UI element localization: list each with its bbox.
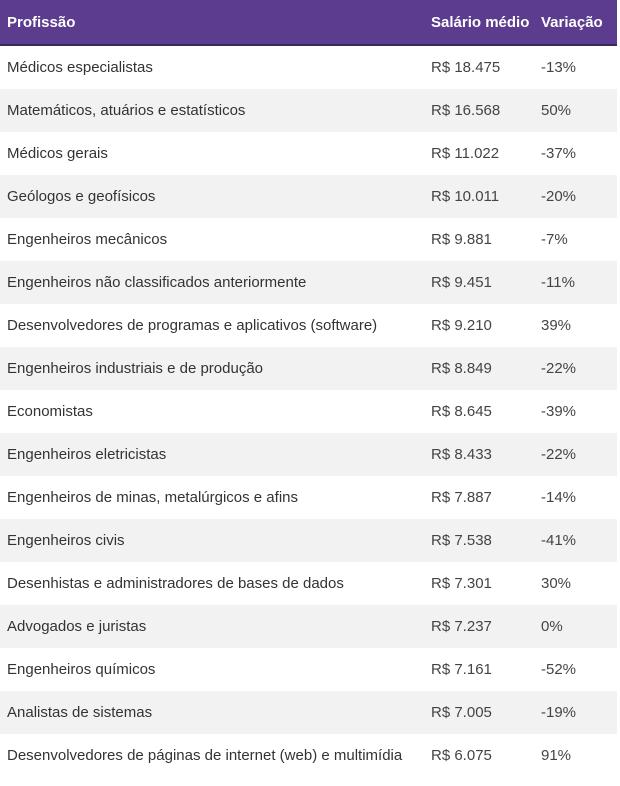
cell-salary: R$ 7.887	[431, 489, 492, 506]
cell-variation: -41%	[541, 532, 577, 549]
cell-profession: Desenhistas e administradores de bases de dados	[7, 575, 344, 592]
cell-profession: Engenheiros mecânicos	[7, 231, 168, 248]
cell-salary: R$ 8.849	[431, 360, 492, 377]
table-row	[0, 261, 617, 304]
cell-variation: -11%	[541, 274, 575, 291]
cell-profession: Engenheiros eletricistas	[7, 446, 167, 463]
table-row	[0, 175, 617, 218]
cell-salary: R$ 7.005	[431, 704, 492, 721]
table-row	[0, 562, 617, 605]
table-row	[0, 132, 617, 175]
cell-profession: Engenheiros químicos	[7, 661, 156, 678]
table-row	[0, 390, 617, 433]
cell-variation: -22%	[541, 446, 577, 463]
table-row	[0, 648, 617, 691]
cell-profession: Economistas	[7, 403, 93, 420]
cell-salary: R$ 7.538	[431, 532, 492, 549]
table-row	[0, 218, 617, 261]
cell-variation: -14%	[541, 489, 577, 506]
cell-variation: -39%	[541, 403, 577, 420]
table-header	[0, 0, 617, 45]
header-variation: Variação	[541, 13, 603, 31]
table-row	[0, 605, 617, 648]
table-row	[0, 734, 617, 777]
table-row	[0, 89, 617, 132]
cell-salary: R$ 18.475	[431, 59, 501, 76]
cell-variation: -37%	[541, 145, 577, 162]
cell-variation: 30%	[541, 575, 572, 592]
cell-profession: Desenvolvedores de páginas de internet (web) e multimídia	[7, 747, 403, 764]
cell-variation: 0%	[541, 618, 563, 635]
cell-salary: R$ 8.433	[431, 446, 492, 463]
cell-variation: -7%	[541, 231, 568, 248]
cell-variation: -52%	[541, 661, 577, 678]
cell-profession: Engenheiros industriais e de produção	[7, 360, 264, 377]
cell-profession: Analistas de sistemas	[7, 704, 153, 721]
cell-salary: R$ 9.881	[431, 231, 492, 248]
header-row	[0, 0, 617, 45]
cell-profession: Engenheiros de minas, metalúrgicos e afins	[7, 489, 298, 506]
cell-salary: R$ 7.237	[431, 618, 492, 635]
cell-profession: Geólogos e geofísicos	[7, 188, 156, 205]
cell-variation: -22%	[541, 360, 577, 377]
table-row	[0, 45, 617, 89]
cell-profession: Médicos especialistas	[7, 59, 153, 76]
header-profession: Profissão	[7, 13, 76, 31]
cell-salary: R$ 8.645	[431, 403, 492, 420]
cell-variation: 91%	[541, 747, 572, 764]
cell-salary: R$ 7.301	[431, 575, 492, 592]
cell-variation: -13%	[541, 59, 577, 76]
table-body	[0, 45, 617, 777]
table-row	[0, 519, 617, 562]
cell-salary: R$ 6.075	[431, 747, 492, 764]
cell-salary: R$ 16.568	[431, 102, 501, 119]
cell-salary: R$ 7.161	[431, 661, 492, 678]
table-row	[0, 476, 617, 519]
cell-profession: Matemáticos, atuários e estatísticos	[7, 102, 246, 119]
cell-profession: Advogados e juristas	[7, 618, 147, 635]
table-row	[0, 433, 617, 476]
cell-salary: R$ 9.451	[431, 274, 492, 291]
cell-variation: -20%	[541, 188, 577, 205]
table-row	[0, 691, 617, 734]
cell-variation: 39%	[541, 317, 572, 334]
cell-variation: 50%	[541, 102, 572, 119]
cell-profession: Engenheiros civis	[7, 532, 125, 549]
header-salary: Salário médio	[431, 13, 530, 31]
cell-profession: Engenheiros não classificados anteriormente	[7, 274, 307, 291]
cell-salary: R$ 10.011	[431, 188, 500, 205]
table-row	[0, 347, 617, 390]
cell-salary: R$ 11.022	[431, 145, 500, 162]
cell-salary: R$ 9.210	[431, 317, 492, 334]
cell-profession: Desenvolvedores de programas e aplicativos (software)	[7, 317, 378, 334]
cell-variation: -19%	[541, 704, 577, 721]
table-row	[0, 304, 617, 347]
cell-profession: Médicos gerais	[7, 145, 108, 162]
